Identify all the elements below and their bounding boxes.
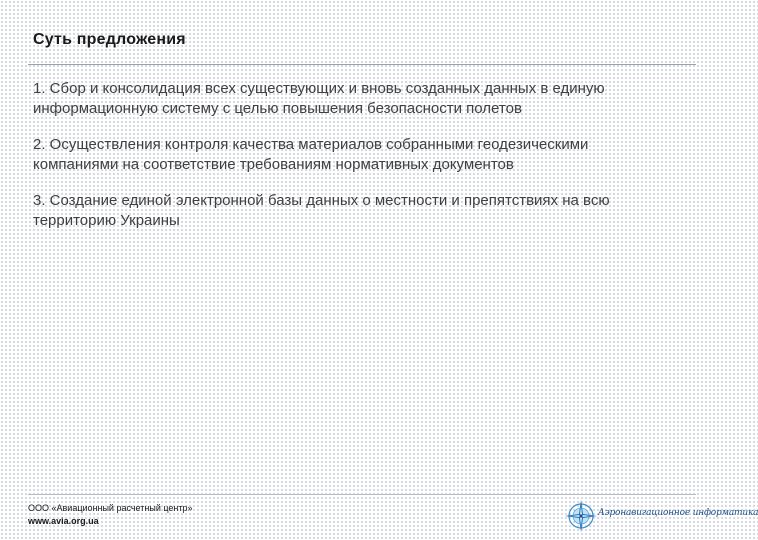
slide-title: Суть предложения (33, 31, 186, 48)
list-item: 1. Сбор и консолидация всех существующих и вновь созданных данных в единую информационную систему с целью повышения безопасности полетов (33, 80, 605, 117)
logo-text: Аэронавигационное информатика (598, 508, 758, 518)
company-logo (564, 497, 758, 535)
list-item: 2. Осуществления контроля качества материалов собранными геодезическими компаниями на соответствие требованиям нормативных документов (33, 136, 589, 173)
footer (28, 502, 193, 528)
footer-divider (28, 494, 696, 495)
list-item: 3. Создание единой электронной базы данных о местности и препятствиях на всю территорию Украины (33, 192, 610, 229)
company-name: ООО «Авиационный расчетный центр» (28, 503, 193, 513)
website-link[interactable]: www.avia.org.ua (28, 516, 99, 526)
proposal-list (33, 79, 673, 247)
title-divider (28, 64, 696, 65)
compass-star-icon (564, 499, 598, 533)
